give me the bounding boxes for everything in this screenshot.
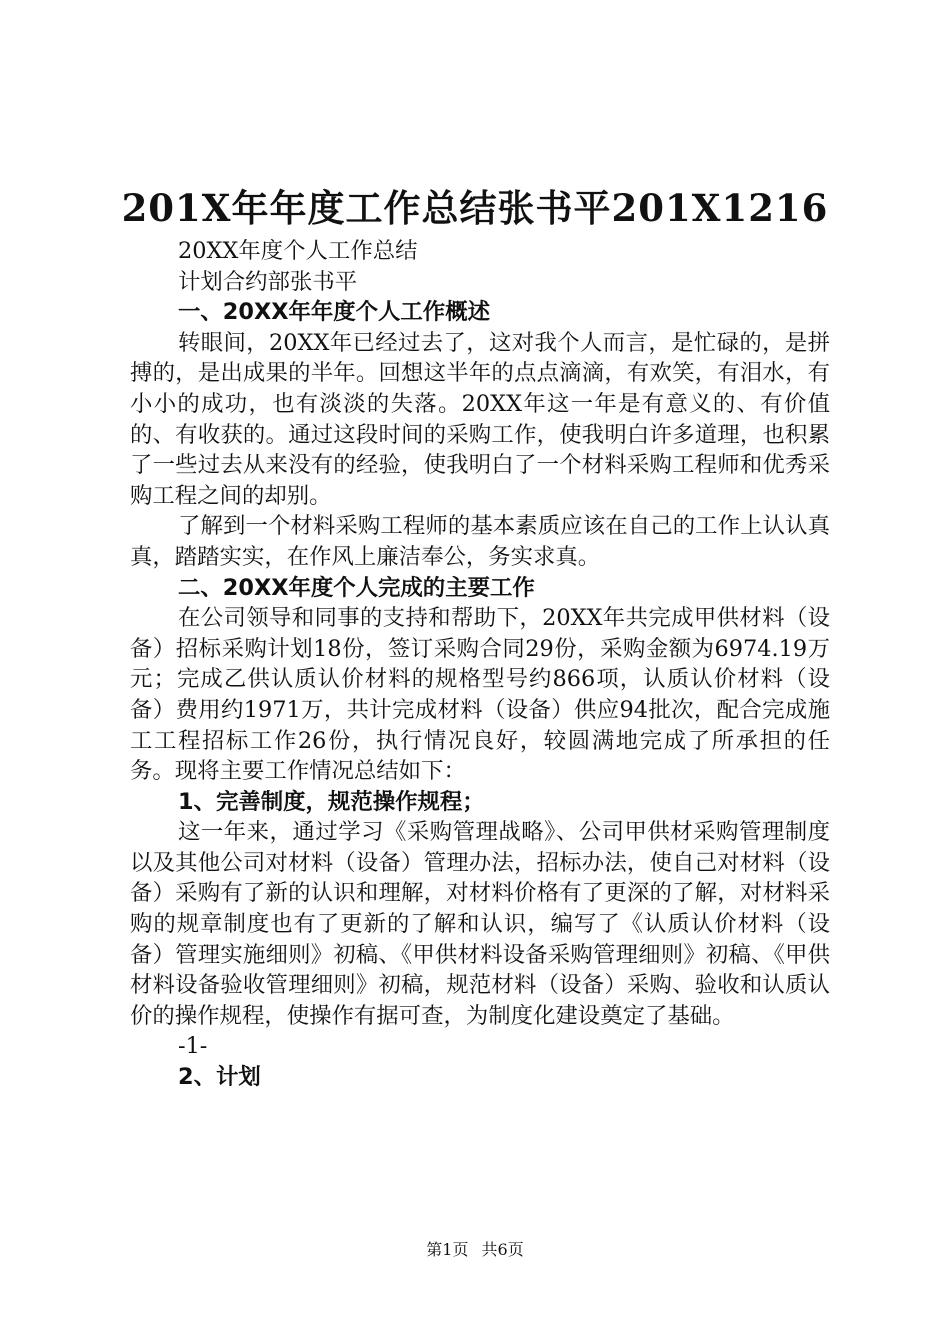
paragraph-achievements: 在公司领导和同事的支持和帮助下，20XX年共完成甲供材料（设备）招标采购计划18份，签订采购合同29份，采购金额为6974.19万元；完成乙供认质认价材料的规格型号约866项，认质认价材料（设备）费用约1971万，共计完成材料（设备）供应94批次，配合完成施工工程招标工作26份，执行情况良好，较圆满地完成了所承担的任务。现将主要工作情况总结如下： [130, 605, 830, 785]
paragraph-qualities: 了解到一个材料采购工程师的基本素质应该在自己的工作上认认真真，踏踏实实，在作风上廉洁奉公，务实求真。 [130, 513, 830, 570]
page-footer [0, 1238, 950, 1262]
subsection-heading-2: 2、计划 [178, 1064, 261, 1091]
document-title: 201X年年度工作总结张书平201X1216 [121, 186, 829, 230]
section-heading-2: 二、20XX年度个人完成的主要工作 [178, 574, 535, 601]
paragraph-author: 计划合约部张书平 [178, 268, 358, 295]
subsection-heading-1: 1、完善制度，规范操作规程； [178, 788, 485, 815]
document-body [130, 236, 830, 1093]
footer-page-number: 第1页 [426, 1240, 469, 1259]
section-heading-1: 一、20XX年年度个人工作概述 [178, 299, 490, 326]
inline-page-number: -1- [178, 1033, 208, 1060]
paragraph-regulations: 这一年来，通过学习《采购管理战略》、公司甲供材采购管理制度以及其他公司对材料（设备）管理办法，招标办法，使自己对材料（设备）采购有了新的认识和理解，对材料价格有了更深的了解，对材料采购的规章制度也有了更新的了解和认识，编写了《认质认价材料（设备）管理实施细则》初稿、《甲供材料设备采购管理细则》初稿、《甲供材料设备验收管理细则》初稿，规范材料（设备）采购、验收和认质认价的操作规程，使操作有据可查，为制度化建设奠定了基础。 [130, 819, 830, 1029]
paragraph-overview: 转眼间，20XX年已经过去了，这对我个人而言，是忙碌的，是拼搏的，是出成果的半年。回想这半年的点点滴滴，有欢笑，有泪水，有小小的成功，也有淡淡的失落。20XX年这一年是有意义的、有价值的、有收获的。通过这段时间的采购工作，使我明白许多道理，也积累了一些过去从来没有的经验，使我明白了一个材料采购工程师和优秀采购工程之间的却别。 [130, 329, 830, 509]
footer-total-pages: 共6页 [481, 1240, 524, 1259]
paragraph-subtitle: 20XX年度个人工作总结 [178, 238, 418, 264]
